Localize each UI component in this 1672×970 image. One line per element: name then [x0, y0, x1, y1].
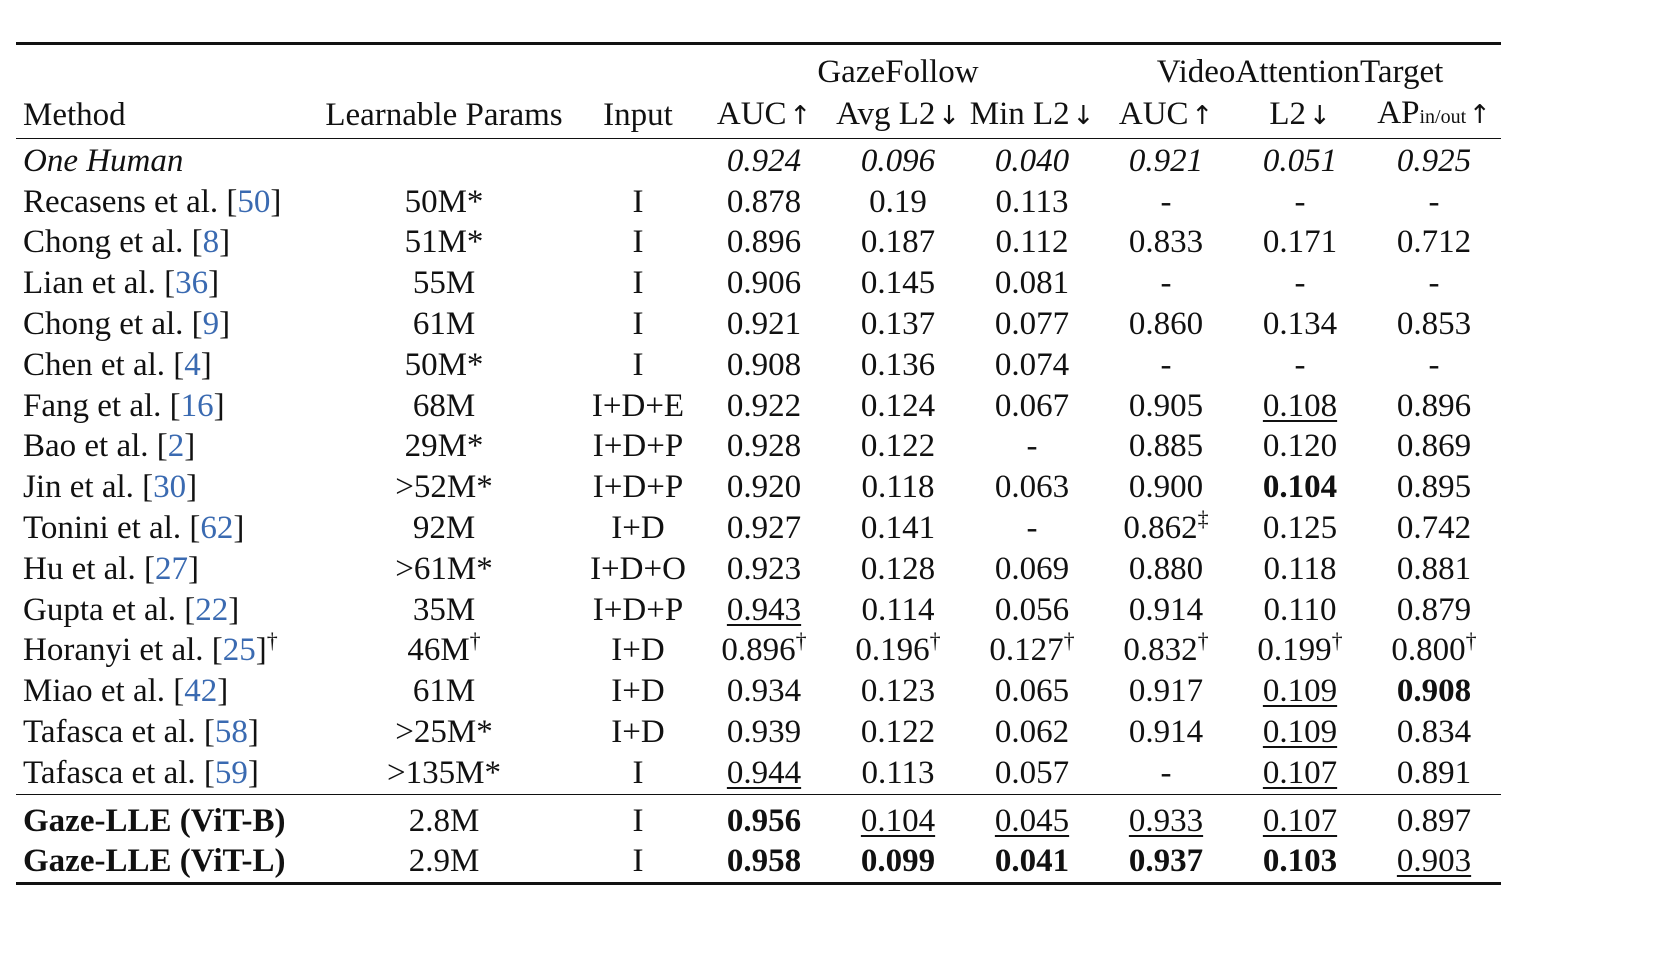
cell: I — [632, 183, 644, 220]
table-row — [16, 590, 1501, 631]
cell: 50M* — [404, 346, 484, 383]
cell: 0.065 — [994, 673, 1070, 710]
cell: 0.943 — [726, 591, 802, 628]
up-arrow-icon: ↑ — [1468, 100, 1491, 130]
cell: I+D+P — [592, 591, 684, 628]
gf-auc-header: AUC ↑ — [697, 93, 831, 138]
cell: - — [1294, 183, 1306, 220]
cell: I — [632, 346, 644, 383]
citation-link[interactable]: 59 — [214, 754, 248, 791]
table-row — [16, 671, 1501, 712]
cell: I+D+E — [591, 387, 685, 424]
cell: 0.914 — [1128, 591, 1204, 628]
vat-l2-header: L2 ↓ — [1233, 93, 1367, 138]
cell: 0.081 — [994, 265, 1070, 302]
method-name: Recasens et al. [50] — [23, 183, 282, 220]
input-header: Input — [579, 93, 697, 138]
cell: 0.118 — [861, 469, 935, 506]
results-table — [16, 42, 1501, 885]
cell: 0.099 — [831, 841, 965, 883]
table-row-ours — [16, 794, 1501, 841]
table-row — [16, 386, 1501, 427]
cell: 0.908 — [726, 346, 802, 383]
cell: 0.914 — [1128, 713, 1204, 750]
cell: 0.896 — [1396, 387, 1472, 424]
cell: 0.110 — [1263, 591, 1337, 628]
cell: 2.9M — [309, 841, 579, 883]
cell: 0.107 — [1233, 794, 1367, 841]
cell: 0.896 — [726, 224, 802, 261]
cell: 0.127† — [989, 628, 1075, 669]
cell: - — [1026, 428, 1038, 465]
down-arrow-icon: ↓ — [938, 101, 960, 131]
cell: 0.114 — [861, 591, 935, 628]
cell: I+D — [611, 509, 665, 546]
citation-link[interactable]: 42 — [184, 673, 218, 710]
cell: 0.833 — [1128, 224, 1204, 261]
cell: >52M* — [395, 469, 493, 506]
cell: - — [1428, 346, 1440, 383]
down-arrow-icon: ↓ — [1072, 101, 1095, 131]
table-row-ours — [16, 841, 1501, 883]
cell: 0.063 — [994, 469, 1070, 506]
cell: 0.921 — [726, 305, 802, 342]
method-name: Gaze-LLE (ViT-B) — [16, 794, 309, 841]
method-name: Hu et al. [27] — [23, 550, 199, 587]
cell: 0.077 — [994, 305, 1070, 342]
cell: 0.051 — [1262, 142, 1338, 179]
table-row — [16, 345, 1501, 386]
table-row — [16, 549, 1501, 590]
results-table-container — [16, 42, 1501, 885]
cell: 0.112 — [995, 224, 1069, 261]
gazefollow-group-header: GazeFollow — [697, 44, 1099, 94]
method-header: Method — [16, 93, 309, 138]
cell: - — [1294, 265, 1306, 302]
cell: 0.878 — [726, 183, 802, 220]
cell: 0.908 — [1396, 673, 1472, 710]
cell: - — [1428, 265, 1440, 302]
method-name: Miao et al. [42] — [23, 673, 229, 710]
cell: 0.137 — [860, 305, 936, 342]
cell: >135M* — [387, 754, 501, 791]
dagger-mark: † — [469, 628, 481, 654]
cell: 0.956 — [697, 794, 831, 841]
cell: 0.113 — [861, 754, 935, 791]
cell: I — [632, 265, 644, 302]
double-dagger-mark: ‡ — [1197, 505, 1209, 531]
method-name: Tafasca et al. [58] — [23, 713, 259, 750]
cell: 0.933 — [1099, 794, 1233, 841]
dagger-mark: † — [266, 628, 278, 654]
cell: 0.109 — [1262, 673, 1338, 710]
up-arrow-icon: ↑ — [789, 101, 812, 131]
cell: - — [1160, 183, 1172, 220]
table-row — [16, 222, 1501, 263]
table-row — [16, 712, 1501, 753]
cell: 0.136 — [860, 346, 936, 383]
cell: 0.920 — [726, 469, 802, 506]
cell: 0.19 — [869, 183, 927, 220]
cell: 55M — [412, 265, 476, 302]
cell: 51M* — [404, 224, 484, 261]
cell: 0.045 — [965, 794, 1099, 841]
table-row — [16, 263, 1501, 304]
method-name: Gaze-LLE (ViT-L) — [16, 841, 309, 883]
cell: 0.905 — [1128, 387, 1204, 424]
params-header: Learnable Params — [309, 93, 579, 138]
cell: 0.134 — [1262, 305, 1338, 342]
cell: >61M* — [395, 550, 493, 587]
cell: - — [1160, 265, 1172, 302]
cell: I+D — [611, 713, 665, 750]
cell: 0.903 — [1367, 841, 1501, 883]
cell: 0.141 — [860, 509, 936, 546]
cell: 0.917 — [1128, 673, 1204, 710]
cell: 0.881 — [1396, 550, 1472, 587]
cell: I+D+P — [592, 428, 684, 465]
table-row — [16, 630, 1501, 671]
method-name: Gupta et al. [22] — [23, 591, 240, 628]
method-name: Lian et al. [36] — [23, 265, 220, 302]
vat-auc-header: AUC ↑ — [1099, 93, 1233, 138]
cell: 0.067 — [994, 387, 1070, 424]
cell: 0.123 — [860, 673, 936, 710]
gf-minl2-header: Min L2 ↓ — [965, 93, 1099, 138]
cell: 0.040 — [994, 142, 1070, 179]
cell: I — [632, 224, 644, 261]
one-human-row — [16, 138, 1501, 181]
method-name: Horanyi et al. [25]† — [23, 628, 278, 669]
table-row — [16, 508, 1501, 549]
table-row — [16, 467, 1501, 508]
citation-link[interactable]: 8 — [202, 224, 220, 261]
citation-link[interactable]: 4 — [184, 346, 201, 383]
citation-link[interactable]: 58 — [214, 713, 248, 750]
cell: 0.896† — [721, 628, 807, 669]
cell: I+D — [611, 673, 665, 710]
cell: - — [1428, 183, 1440, 220]
cell: 2.8M — [309, 794, 579, 841]
cell: I — [579, 841, 697, 883]
cell: 0.921 — [1128, 142, 1204, 179]
cell: 0.895 — [1396, 469, 1472, 506]
citation-link[interactable]: 30 — [153, 469, 187, 506]
one-human-label: One Human — [23, 142, 184, 179]
cell: 0.041 — [965, 841, 1099, 883]
cell: 0.906 — [726, 265, 802, 302]
cell: 0.891 — [1396, 754, 1472, 791]
citation-link[interactable]: 22 — [195, 591, 229, 628]
cell: 29M* — [404, 428, 484, 465]
cell: 0.924 — [726, 142, 802, 179]
cell: 0.125 — [1262, 509, 1338, 546]
cell: 0.122 — [860, 713, 936, 750]
cell: I+D — [611, 632, 665, 669]
cell: 0.056 — [994, 591, 1070, 628]
cell: 0.196† — [855, 628, 941, 669]
cell: 0.199† — [1257, 628, 1343, 669]
cell: 0.897 — [1367, 794, 1501, 841]
cell: 0.107 — [1262, 754, 1338, 791]
cell: 35M — [412, 591, 476, 628]
down-arrow-icon: ↓ — [1308, 101, 1331, 131]
cell: 50M* — [404, 183, 484, 220]
cell: 0.122 — [860, 428, 936, 465]
table-row — [16, 426, 1501, 467]
cell: 0.074 — [994, 346, 1070, 383]
cell: 68M — [412, 387, 476, 424]
cell: 0.108 — [1262, 387, 1338, 424]
method-name: Tafasca et al. [59] — [23, 754, 259, 791]
cell: 0.712 — [1396, 224, 1472, 261]
citation-link[interactable]: 16 — [180, 387, 214, 424]
cell: 0.928 — [726, 428, 802, 465]
citation-link[interactable]: 25 — [222, 632, 256, 669]
cell: 0.869 — [1396, 428, 1472, 465]
cell: - — [1294, 346, 1306, 383]
cell: 61M — [412, 305, 476, 342]
cell: 0.096 — [860, 142, 936, 179]
cell: 46M† — [407, 628, 481, 669]
method-name: Fang et al. [16] — [23, 387, 225, 424]
cell: 0.069 — [994, 550, 1070, 587]
cell: 0.104 — [831, 794, 965, 841]
cell: 0.120 — [1262, 428, 1338, 465]
cell: 0.937 — [1099, 841, 1233, 883]
method-name: Chen et al. [4] — [23, 346, 212, 383]
citation-link[interactable]: 50 — [237, 183, 271, 220]
cell: 0.922 — [726, 387, 802, 424]
cell: 0.832† — [1123, 628, 1209, 669]
cell: 0.113 — [995, 183, 1069, 220]
cell: 0.103 — [1233, 841, 1367, 883]
citation-link[interactable]: 27 — [154, 550, 188, 587]
citation-link[interactable]: 2 — [167, 428, 185, 465]
cell: 0.862‡ — [1123, 505, 1209, 546]
cell: 61M — [412, 673, 476, 710]
cell: 0.124 — [860, 387, 936, 424]
citation-link[interactable]: 36 — [175, 265, 209, 302]
cell: I — [632, 754, 644, 791]
cell: 0.944 — [726, 754, 802, 791]
cell: >25M* — [395, 713, 493, 750]
citation-link[interactable]: 62 — [200, 509, 234, 546]
cell: 0.853 — [1396, 305, 1472, 342]
cell: 0.880 — [1128, 550, 1204, 587]
cell: I+D+P — [592, 469, 684, 506]
cell: 0.742 — [1396, 509, 1472, 546]
table-row — [16, 182, 1501, 223]
cell: 0.885 — [1128, 428, 1204, 465]
up-arrow-icon: ↑ — [1191, 101, 1214, 131]
vat-ap-header: APin/out ↑ — [1367, 93, 1501, 138]
cell: I — [579, 794, 697, 841]
cell: 0.187 — [860, 224, 936, 261]
header-row — [16, 93, 1501, 138]
cell: I+D+O — [590, 550, 686, 587]
cell: 0.834 — [1396, 713, 1472, 750]
cell: 0.800† — [1391, 628, 1477, 669]
cell: 0.104 — [1262, 469, 1338, 506]
method-name: Bao et al. [2] — [23, 428, 196, 465]
cell: - — [1026, 509, 1038, 546]
cell: 0.860 — [1128, 305, 1204, 342]
cell: 0.118 — [1263, 550, 1337, 587]
cell: 0.934 — [726, 673, 802, 710]
table-row — [16, 753, 1501, 794]
cell: 0.925 — [1396, 142, 1472, 179]
cell: - — [1160, 754, 1172, 791]
cell: 0.879 — [1396, 591, 1472, 628]
cell: - — [1160, 346, 1172, 383]
method-name: Chong et al. [8] — [23, 224, 231, 261]
cell: 0.923 — [726, 550, 802, 587]
cell: I — [632, 305, 644, 342]
method-name: Chong et al. [9] — [23, 305, 231, 342]
vat-group-header: VideoAttentionTarget — [1099, 44, 1501, 94]
cell: 0.171 — [1262, 224, 1338, 261]
gf-avgl2-header: Avg L2 ↓ — [831, 93, 965, 138]
method-name: Jin et al. [30] — [23, 469, 198, 506]
method-name: Tonini et al. [62] — [23, 509, 245, 546]
table-row — [16, 304, 1501, 345]
cell: 0.927 — [726, 509, 802, 546]
header-group-row — [16, 44, 1501, 94]
cell: 92M — [412, 509, 476, 546]
cell: 0.939 — [726, 713, 802, 750]
cell: 0.057 — [994, 754, 1070, 791]
cell: 0.958 — [697, 841, 831, 883]
cell: 0.900 — [1128, 469, 1204, 506]
cell: 0.145 — [860, 265, 936, 302]
cell: 0.062 — [994, 713, 1070, 750]
cell: 0.128 — [860, 550, 936, 587]
cell: 0.109 — [1262, 713, 1338, 750]
citation-link[interactable]: 9 — [202, 305, 220, 342]
